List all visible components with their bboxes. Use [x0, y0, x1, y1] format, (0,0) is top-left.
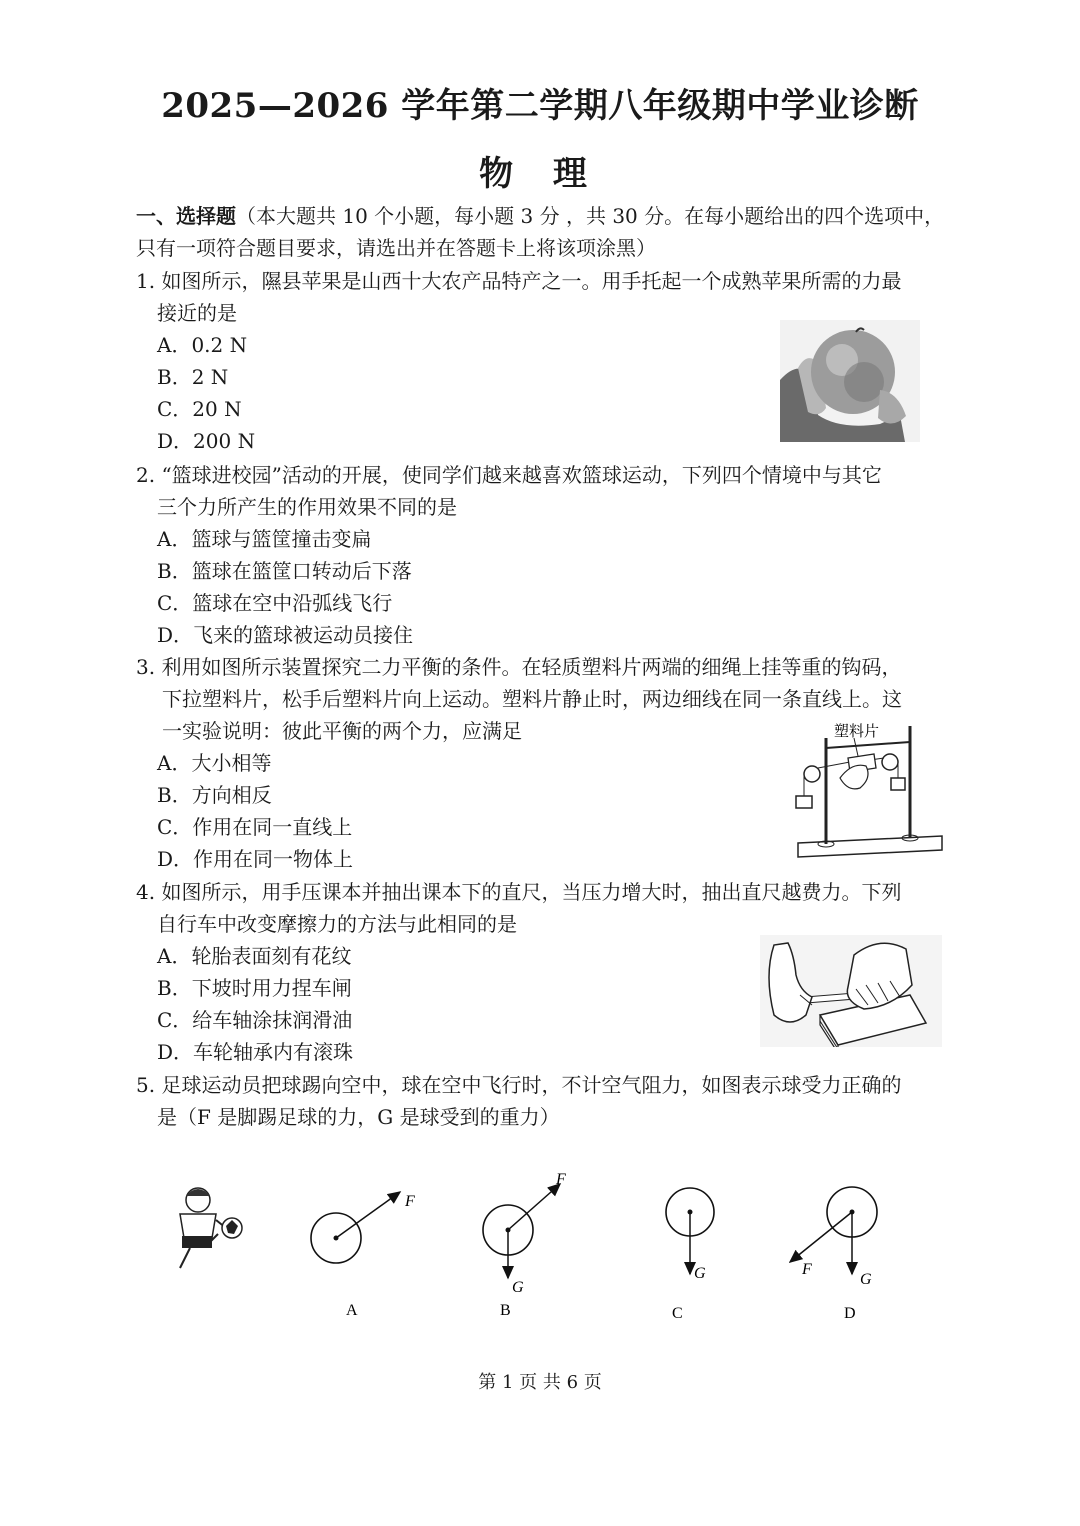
question-5-stem: 5. 足球运动员把球踢向空中，球在空中飞行时，不计空气阻力，如图表示球受力正确的 — [136, 1073, 902, 1097]
q1-option-a[interactable]: A．0.2 N — [157, 333, 248, 357]
question-5-stem-cont: 是（F 是脚踢足球的力，G 是球受到的重力） — [157, 1105, 560, 1129]
question-1-stem-cont: 接近的是 — [157, 301, 237, 325]
question-2-stem-cont: 三个力所产生的作用效果不同的是 — [157, 495, 457, 519]
q2-option-d[interactable]: D．飞来的篮球被运动员接住 — [157, 623, 414, 647]
force-diagram-d — [790, 1187, 877, 1322]
diagram-d-force-f: F — [802, 1261, 812, 1278]
subject-title: 物 理 — [479, 154, 601, 194]
q3-option-c[interactable]: C．作用在同一直线上 — [157, 815, 353, 839]
diagram-a-force-f: F — [405, 1193, 415, 1210]
two-force-balance-apparatus — [790, 718, 950, 863]
question-4-stem: 4. 如图所示，用手压课本并抽出课本下的直尺，当压力增大时，抽出直尺越费力。下列 — [136, 880, 902, 904]
section-instructions-line-2: 只有一项符合题目要求，请选出并在答题卡上将该项涂黑） — [136, 236, 656, 260]
section-instructions-line-1: （本大题共 10 个小题，每小题 3 分 ，共 30 分。在每小题给出的四个选项中， — [236, 204, 945, 228]
force-diagram-b — [483, 1171, 566, 1319]
question-2-stem: 2. “篮球进校园”活动的开展，使同学们越来越喜欢篮球运动，下列四个情境中与其它 — [136, 463, 882, 487]
diagram-b-force-g: G — [512, 1279, 524, 1296]
q2-option-c[interactable]: C．篮球在空中沿弧线飞行 — [157, 591, 393, 615]
q2-option-a[interactable]: A．篮球与篮筐撞击变扁 — [157, 527, 372, 551]
q1-option-d[interactable]: D．200 N — [157, 429, 256, 453]
diagram-label-d: D — [844, 1305, 856, 1322]
soccer-player-illustration — [180, 1188, 242, 1268]
plastic-sheet-label: 塑料片 — [834, 724, 880, 740]
q3-option-a[interactable]: A．大小相等 — [157, 751, 272, 775]
q4-option-c[interactable]: C．给车轴涂抹润滑油 — [157, 1008, 353, 1032]
section-heading: 一、选择题 — [136, 204, 236, 228]
force-diagram-c — [666, 1188, 714, 1322]
q3-option-b[interactable]: B．方向相反 — [157, 783, 272, 807]
q2-option-b[interactable]: B．篮球在篮筐口转动后下落 — [157, 559, 412, 583]
force-diagram-a — [311, 1192, 415, 1319]
diagram-b-force-f: F — [556, 1171, 566, 1188]
q1-option-c[interactable]: C．20 N — [157, 397, 242, 421]
q4-option-a[interactable]: A．轮胎表面刻有花纹 — [157, 944, 352, 968]
q4-option-d[interactable]: D．车轮轴承内有滚珠 — [157, 1040, 354, 1064]
question-3-stem-cont-2: 一实验说明：彼此平衡的两个力，应满足 — [162, 719, 522, 743]
question-4-stem-cont: 自行车中改变摩擦力的方法与此相同的是 — [157, 912, 517, 936]
q4-option-b[interactable]: B．下坡时用力捏车闸 — [157, 976, 352, 1000]
q3-option-d[interactable]: D．作用在同一物体上 — [157, 847, 354, 871]
diagram-c-force-g: G — [694, 1265, 706, 1282]
question-3-stem-cont-1: 下拉塑料片，松手后塑料片向上运动。塑料片静止时，两边细线在同一条直线上。这 — [162, 687, 902, 711]
page-footer: 第 1 页 共 6 页 — [478, 1372, 602, 1393]
diagram-label-c: C — [672, 1305, 683, 1322]
hand-on-book-ruler-figure — [760, 935, 942, 1047]
q1-option-b[interactable]: B．2 N — [157, 365, 229, 389]
apple-in-hand-figure — [780, 320, 920, 442]
question-3-stem: 3. 利用如图所示装置探究二力平衡的条件。在轻质塑料片两端的细绳上挂等重的钩码， — [136, 655, 902, 679]
page-title: 2025—2026 学年第二学期八年级期中学业诊断 — [161, 86, 919, 126]
force-diagrams — [150, 1170, 910, 1330]
diagram-d-force-g: G — [860, 1271, 872, 1288]
diagram-label-a: A — [346, 1302, 358, 1319]
section-instructions — [136, 203, 944, 229]
question-1-stem: 1. 如图所示，隰县苹果是山西十大农产品特产之一。用手托起一个成熟苹果所需的力最 — [136, 269, 902, 293]
diagram-label-b: B — [500, 1302, 511, 1319]
